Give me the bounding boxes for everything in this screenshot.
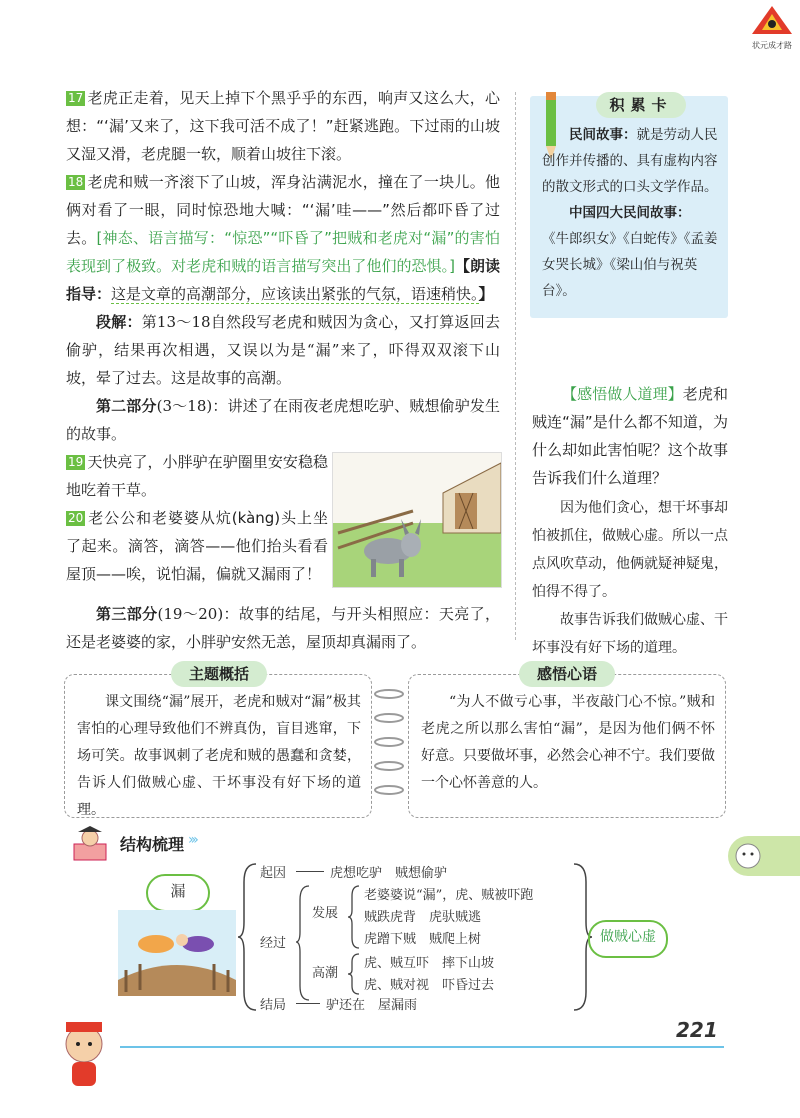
- paragraph-text: 老虎正走着，见天上掉下个黑乎乎的东西，响声又这么大，心想：“‘漏’又来了，这下我可活不成了！”赶紧逃跑。下过雨的山坡又湿又滑，老虎腿一软，顺着山坡往下滚。: [66, 89, 500, 163]
- donkey-farm-image: [333, 453, 501, 587]
- center-label: 漏: [170, 882, 186, 900]
- paragraph-number: 17: [68, 91, 84, 105]
- development-label: 发展: [312, 906, 339, 921]
- development-3: 虎蹭下贼 贼爬上树: [364, 932, 482, 947]
- sheep-icon: [728, 836, 768, 876]
- moral-cloud: [588, 920, 668, 958]
- paragraph-20: [66, 504, 328, 588]
- structure-header: [64, 826, 264, 862]
- mascot-icon: [52, 1014, 116, 1088]
- paragraph-text: 老虎和贼一齐滚下了山坡，浑身沾满泥水，撞在了一块儿。他俩对看了一眼，同时惊恐地大喊：“‘漏’哇——”然后都吓昏了过去。: [66, 173, 500, 247]
- reading-guide-label: 【朗读指导：: [66, 257, 500, 303]
- paragraph-number: 18: [68, 175, 84, 189]
- paragraph-19: [66, 448, 328, 504]
- duanjie: [66, 308, 500, 392]
- duanjie-text: 第13～18自然段写老虎和贼因为贪心，又打算返回去偷驴，结果再次相遇，又误以为是“漏”来了，吓得双双滚下山坡，晕了过去。这是故事的高潮。: [66, 313, 500, 387]
- paragraph-text: 天快亮了，小胖驴在驴圈里安安稳稳地吃着干草。: [66, 453, 328, 499]
- publisher-logo: [748, 4, 796, 50]
- paragraph-17: [66, 84, 500, 168]
- cause-dash: [296, 871, 324, 872]
- page-number: 221: [676, 1018, 718, 1042]
- column-divider: [515, 92, 516, 640]
- part-two-text: (3～18)：讲述了在雨夜老虎想吃驴、贼想偷驴发生的故事。: [66, 397, 500, 443]
- card-title: 积累卡: [596, 92, 686, 118]
- reflection-tag: 【感悟做人道理】: [562, 385, 683, 403]
- reading-guide-text: 这是文章的高潮部分，应该读出紧张的气氛，语速稍快。: [111, 285, 479, 303]
- logo-mountain-icon: [748, 4, 796, 36]
- insight-title: 感悟心语: [519, 661, 615, 687]
- part-three-label: 第三部分: [96, 605, 158, 623]
- insight-text: “为人不做亏心事，半夜敲门心不惊。”贼和老虎之所以那么害怕“漏”，是因为他们俩不怀好意。只要做坏事，必然会心神不宁。我们要做一个心怀善意的人。: [421, 694, 715, 791]
- insight-box: [408, 665, 726, 818]
- reflection-answer-2: 故事告诉我们做贼心虚、干坏事没有好下场的道理。: [532, 612, 728, 656]
- side-tab: [728, 836, 800, 876]
- tiger-thief-image: [118, 910, 236, 996]
- paragraph-number: 20: [68, 511, 84, 525]
- paragraph-18: [66, 168, 500, 308]
- climax-brace: [348, 952, 360, 996]
- ending-label: 结局: [260, 998, 287, 1013]
- reading-kid-icon: [64, 826, 114, 862]
- reading-guide-end: 】: [478, 285, 494, 303]
- cause-text: 虎想吃驴 贼想偷驴: [330, 866, 448, 881]
- climax-2: 虎、贼对视 吓昏过去: [364, 978, 495, 993]
- center-cloud: [146, 874, 210, 912]
- structure-title-arrows: ›››: [188, 832, 196, 848]
- structure-title: 结构梳理: [120, 835, 185, 854]
- ending-dash: [296, 1003, 320, 1004]
- part-two-label: 第二部分: [96, 397, 157, 415]
- binding-rings: [372, 684, 406, 808]
- reflection-question: [532, 380, 728, 492]
- development-brace: [348, 884, 360, 950]
- moral-label: 做贼心虚: [600, 929, 656, 945]
- theme-summary-text: 课文围绕“漏”展开，老虎和贼对“漏”极其害怕的心理导致他们不辨真伪，盲目逃窜，下场可笑。故事讽刺了老虎和贼的愚蠢和贪婪，告诉人们做贼心虚、干坏事没有好下场的道理。: [77, 694, 361, 818]
- part-three: [66, 600, 500, 656]
- development-1: 老婆婆说“漏”，虎、贼被吓跑: [364, 888, 534, 903]
- annotation-note: [神态、语言描写：“惊恐”“吓昏了”把贼和老虎对“漏”的害怕表现到了极致。对老虎和贼的语言描写突出了他们的恐惧。]: [66, 229, 500, 275]
- part-two: [66, 392, 500, 448]
- paragraphs-19-20: [66, 448, 328, 588]
- climax-1: 虎、贼互吓 摔下山坡: [364, 956, 495, 971]
- donkey-illustration: [332, 452, 502, 588]
- paragraph-number: 19: [68, 455, 84, 469]
- climax-label: 高潮: [312, 966, 339, 981]
- folk-story-definition: [542, 122, 718, 200]
- part-three-block: [66, 600, 500, 656]
- four-stories-list: 《牛郎织女》《白蛇传》《孟姜女哭长城》《梁山伯与祝英台》。: [542, 231, 718, 299]
- side-reflection: [532, 380, 728, 662]
- main-column: [66, 84, 500, 448]
- development-2: 贼跌虎背 虎驮贼逃: [364, 910, 482, 925]
- process-label: 经过: [260, 936, 287, 951]
- paragraph-text: 老公公和老婆婆从炕(kàng)头上坐了起来。滴答，滴答——他们抬头看看屋顶——唉，说怕漏，偏就又漏雨了！: [66, 509, 328, 583]
- process-brace: [296, 884, 310, 1002]
- reflection-answer-1: 因为他们贪心，想干坏事却怕被抓住，做贼心虚。所以一点点风吹草动，他俩就疑神疑鬼，怕得不得了。: [532, 500, 728, 600]
- ending-text: 驴还在 屋漏雨: [326, 998, 418, 1013]
- theme-summary-title: 主题概括: [171, 661, 267, 687]
- reflection-question-text: 老虎和贼连“漏”是什么都不知道，为什么却如此害怕呢？这个故事告诉我们什么道理？: [532, 385, 728, 487]
- card-body: [542, 122, 718, 304]
- duanjie-label: 段解：: [96, 313, 142, 331]
- cause-label: 起因: [260, 866, 287, 881]
- spiral-ring-icon: [372, 684, 406, 808]
- logo-text: 状元成才路: [752, 41, 792, 50]
- folk-story-label: 民间故事：: [569, 127, 637, 143]
- folk-story-text: 就是劳动人民创作并传播的、具有虚构内容的散文形式的口头文学作品。: [542, 127, 718, 195]
- theme-summary-box: [64, 665, 372, 818]
- footer-line: [120, 1046, 724, 1048]
- structure-diagram: [110, 858, 730, 1018]
- four-stories-label: 中国四大民间故事：: [569, 205, 691, 221]
- main-brace: [238, 862, 258, 1012]
- accumulation-card: [530, 96, 728, 318]
- part-three-text: (19～20)：故事的结尾，与开头相照应：天亮了，还是老婆婆的家，小胖驴安然无恙，屋顶却真漏雨了。: [66, 605, 500, 651]
